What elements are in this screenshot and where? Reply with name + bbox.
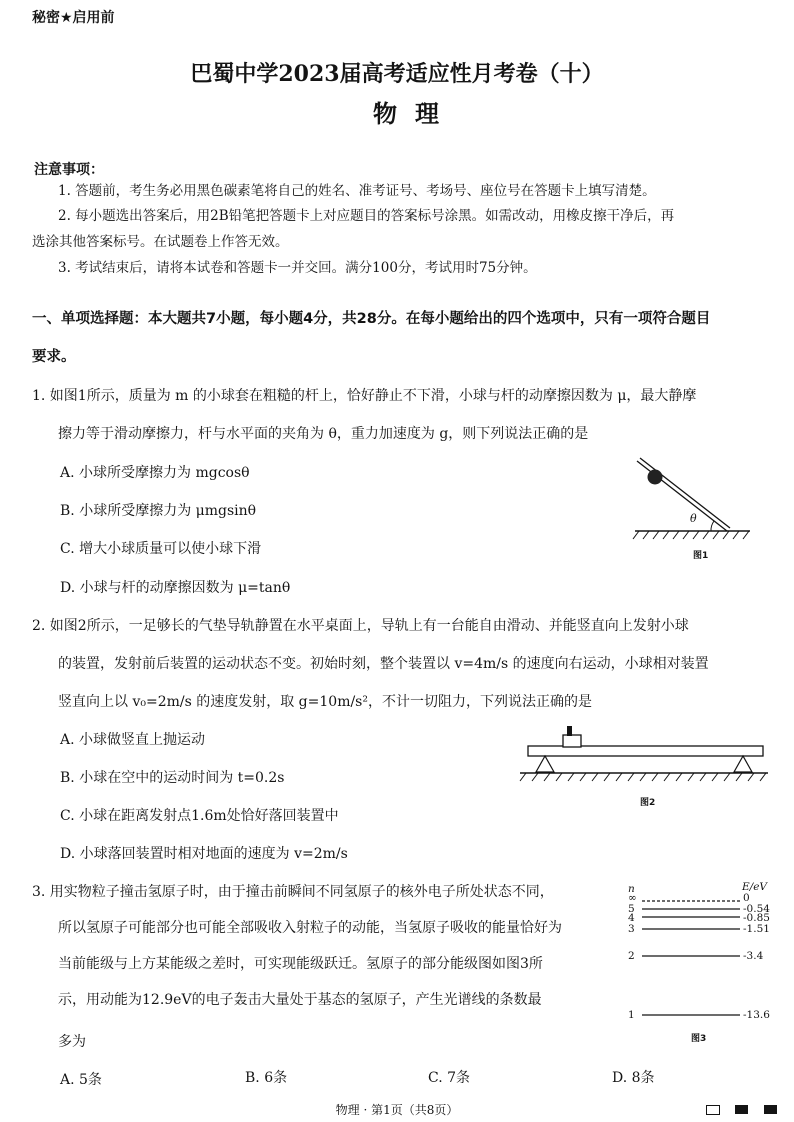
exam-title: 巴蜀中学2023届高考适应性月考卷（十） [190, 61, 604, 87]
confidential-label: 秘密★启用前 [32, 10, 115, 26]
figure-2-caption: 图2 [640, 798, 656, 808]
level-n-inf: ∞ [628, 892, 637, 904]
figure-1-angle-label: θ [690, 512, 697, 525]
figure-1-caption: 图1 [693, 551, 709, 561]
level-n-5: 5 [628, 903, 635, 915]
section-heading-cont: 要求。 [32, 349, 76, 365]
q2-stem-cont: 竖直向上以 v₀=2m/s 的速度发射，取 g=10m/s²，不计一切阻力，下列说法正确的是 [58, 694, 592, 710]
level-e-1: -13.6 [743, 1009, 770, 1021]
level-n-2: 2 [628, 950, 635, 962]
q2-option-a: A. 小球做竖直上抛运动 [60, 732, 206, 748]
q3-stem: 3. 用实物粒子撞击氢原子时，由于撞击前瞬间不同氢原子的核外电子所处状态不同， [32, 884, 554, 900]
notice-line: 3. 考试结束后，请将本试卷和答题卡一并交回。满分100分，考试用时75分钟。 [58, 260, 537, 276]
level-energy-header: E/eV [742, 881, 767, 893]
level-n-4: 4 [628, 912, 635, 924]
energy-level-lines [636, 895, 746, 1025]
page-mark-icon [735, 1105, 748, 1114]
level-e-4: -0.85 [743, 912, 770, 924]
q3-option-d: D. 8条 [612, 1070, 655, 1086]
q3-stem-cont: 所以氢原子可能部分也可能全部吸收入射粒子的动能，当氢原子吸收的能量恰好为 [58, 920, 562, 936]
notice-line: 1. 答题前，考生务必用黑色碳素笔将自己的姓名、准考证号、考场号、座位号在答题卡上填写清楚。 [58, 183, 656, 199]
q3-option-a: A. 5条 [60, 1072, 102, 1088]
level-n-1: 1 [628, 1009, 635, 1021]
q2-option-c: C. 小球在距离发射点1.6m处恰好落回装置中 [60, 808, 339, 824]
q1-stem-cont: 擦力等于滑动摩擦力，杆与水平面的夹角为 θ，重力加速度为 g，则下列说法正确的是 [58, 426, 589, 442]
notice-line: 选涂其他答案标号。在试题卷上作答无效。 [32, 234, 289, 250]
q3-stem-cont: 示，用动能为12.9eV的电子轰击大量处于基态的氢原子，产生光谱线的条数最 [58, 992, 542, 1008]
subject-title: 物理 [373, 99, 457, 128]
level-e-5: -0.54 [743, 903, 770, 915]
page-footer: 物理 · 第1页（共8页） [335, 1103, 459, 1117]
level-e-2: -3.4 [743, 950, 764, 962]
q2-option-b: B. 小球在空中的运动时间为 t=0.2s [60, 770, 285, 786]
level-n-3: 3 [628, 923, 635, 935]
level-n-header: n [628, 883, 635, 895]
level-e-3: -1.51 [743, 923, 770, 935]
page-mark-icon [706, 1105, 720, 1115]
figure-3-caption: 图3 [691, 1034, 707, 1044]
q2-option-d: D. 小球落回装置时相对地面的速度为 v=2m/s [60, 846, 348, 862]
q3-option-b: B. 6条 [245, 1070, 288, 1086]
q1-option-d: D. 小球与杆的动摩擦因数为 μ=tanθ [60, 580, 291, 596]
section-heading: 一、单项选择题：本大题共7小题，每小题4分，共28分。在每小题给出的四个选项中，只有一项符合题目 [32, 311, 711, 327]
q2-stem: 2. 如图2所示，一足够长的气垫导轨静置在水平桌面上，导轨上有一台能自由滑动、并能竖直向上发射小球 [32, 618, 689, 634]
page-mark-icon [764, 1105, 777, 1114]
q2-stem-cont: 的装置，发射前后装置的运动状态不变。初始时刻，整个装置以 v=4m/s 的速度向右运动，小球相对装置 [58, 656, 709, 672]
q1-stem: 1. 如图1所示，质量为 m 的小球套在粗糙的杆上，恰好静止不下滑，小球与杆的动摩擦因数为 μ，最大静摩 [32, 388, 697, 404]
q3-option-c: C. 7条 [428, 1070, 471, 1086]
notice-line: 2. 每小题选出答案后，用2B铅笔把答题卡上对应题目的答案标号涂黑。如需改动，用橡皮擦干净后，再 [58, 208, 675, 224]
figure-1-diagram [625, 455, 755, 545]
figure-2-diagram [510, 722, 770, 792]
q1-option-c: C. 增大小球质量可以使小球下滑 [60, 541, 262, 557]
q3-stem-cont: 多为 [58, 1034, 86, 1050]
level-e-inf: 0 [743, 892, 750, 904]
q3-stem-cont: 当前能级与上方某能级之差时，可实现能级跃迁。氢原子的部分能级图如图3所 [58, 956, 543, 972]
q1-option-a: A. 小球所受摩擦力为 mgcosθ [60, 465, 250, 481]
notice-heading: 注意事项： [34, 162, 104, 178]
q1-option-b: B. 小球所受摩擦力为 μmgsinθ [60, 503, 257, 519]
